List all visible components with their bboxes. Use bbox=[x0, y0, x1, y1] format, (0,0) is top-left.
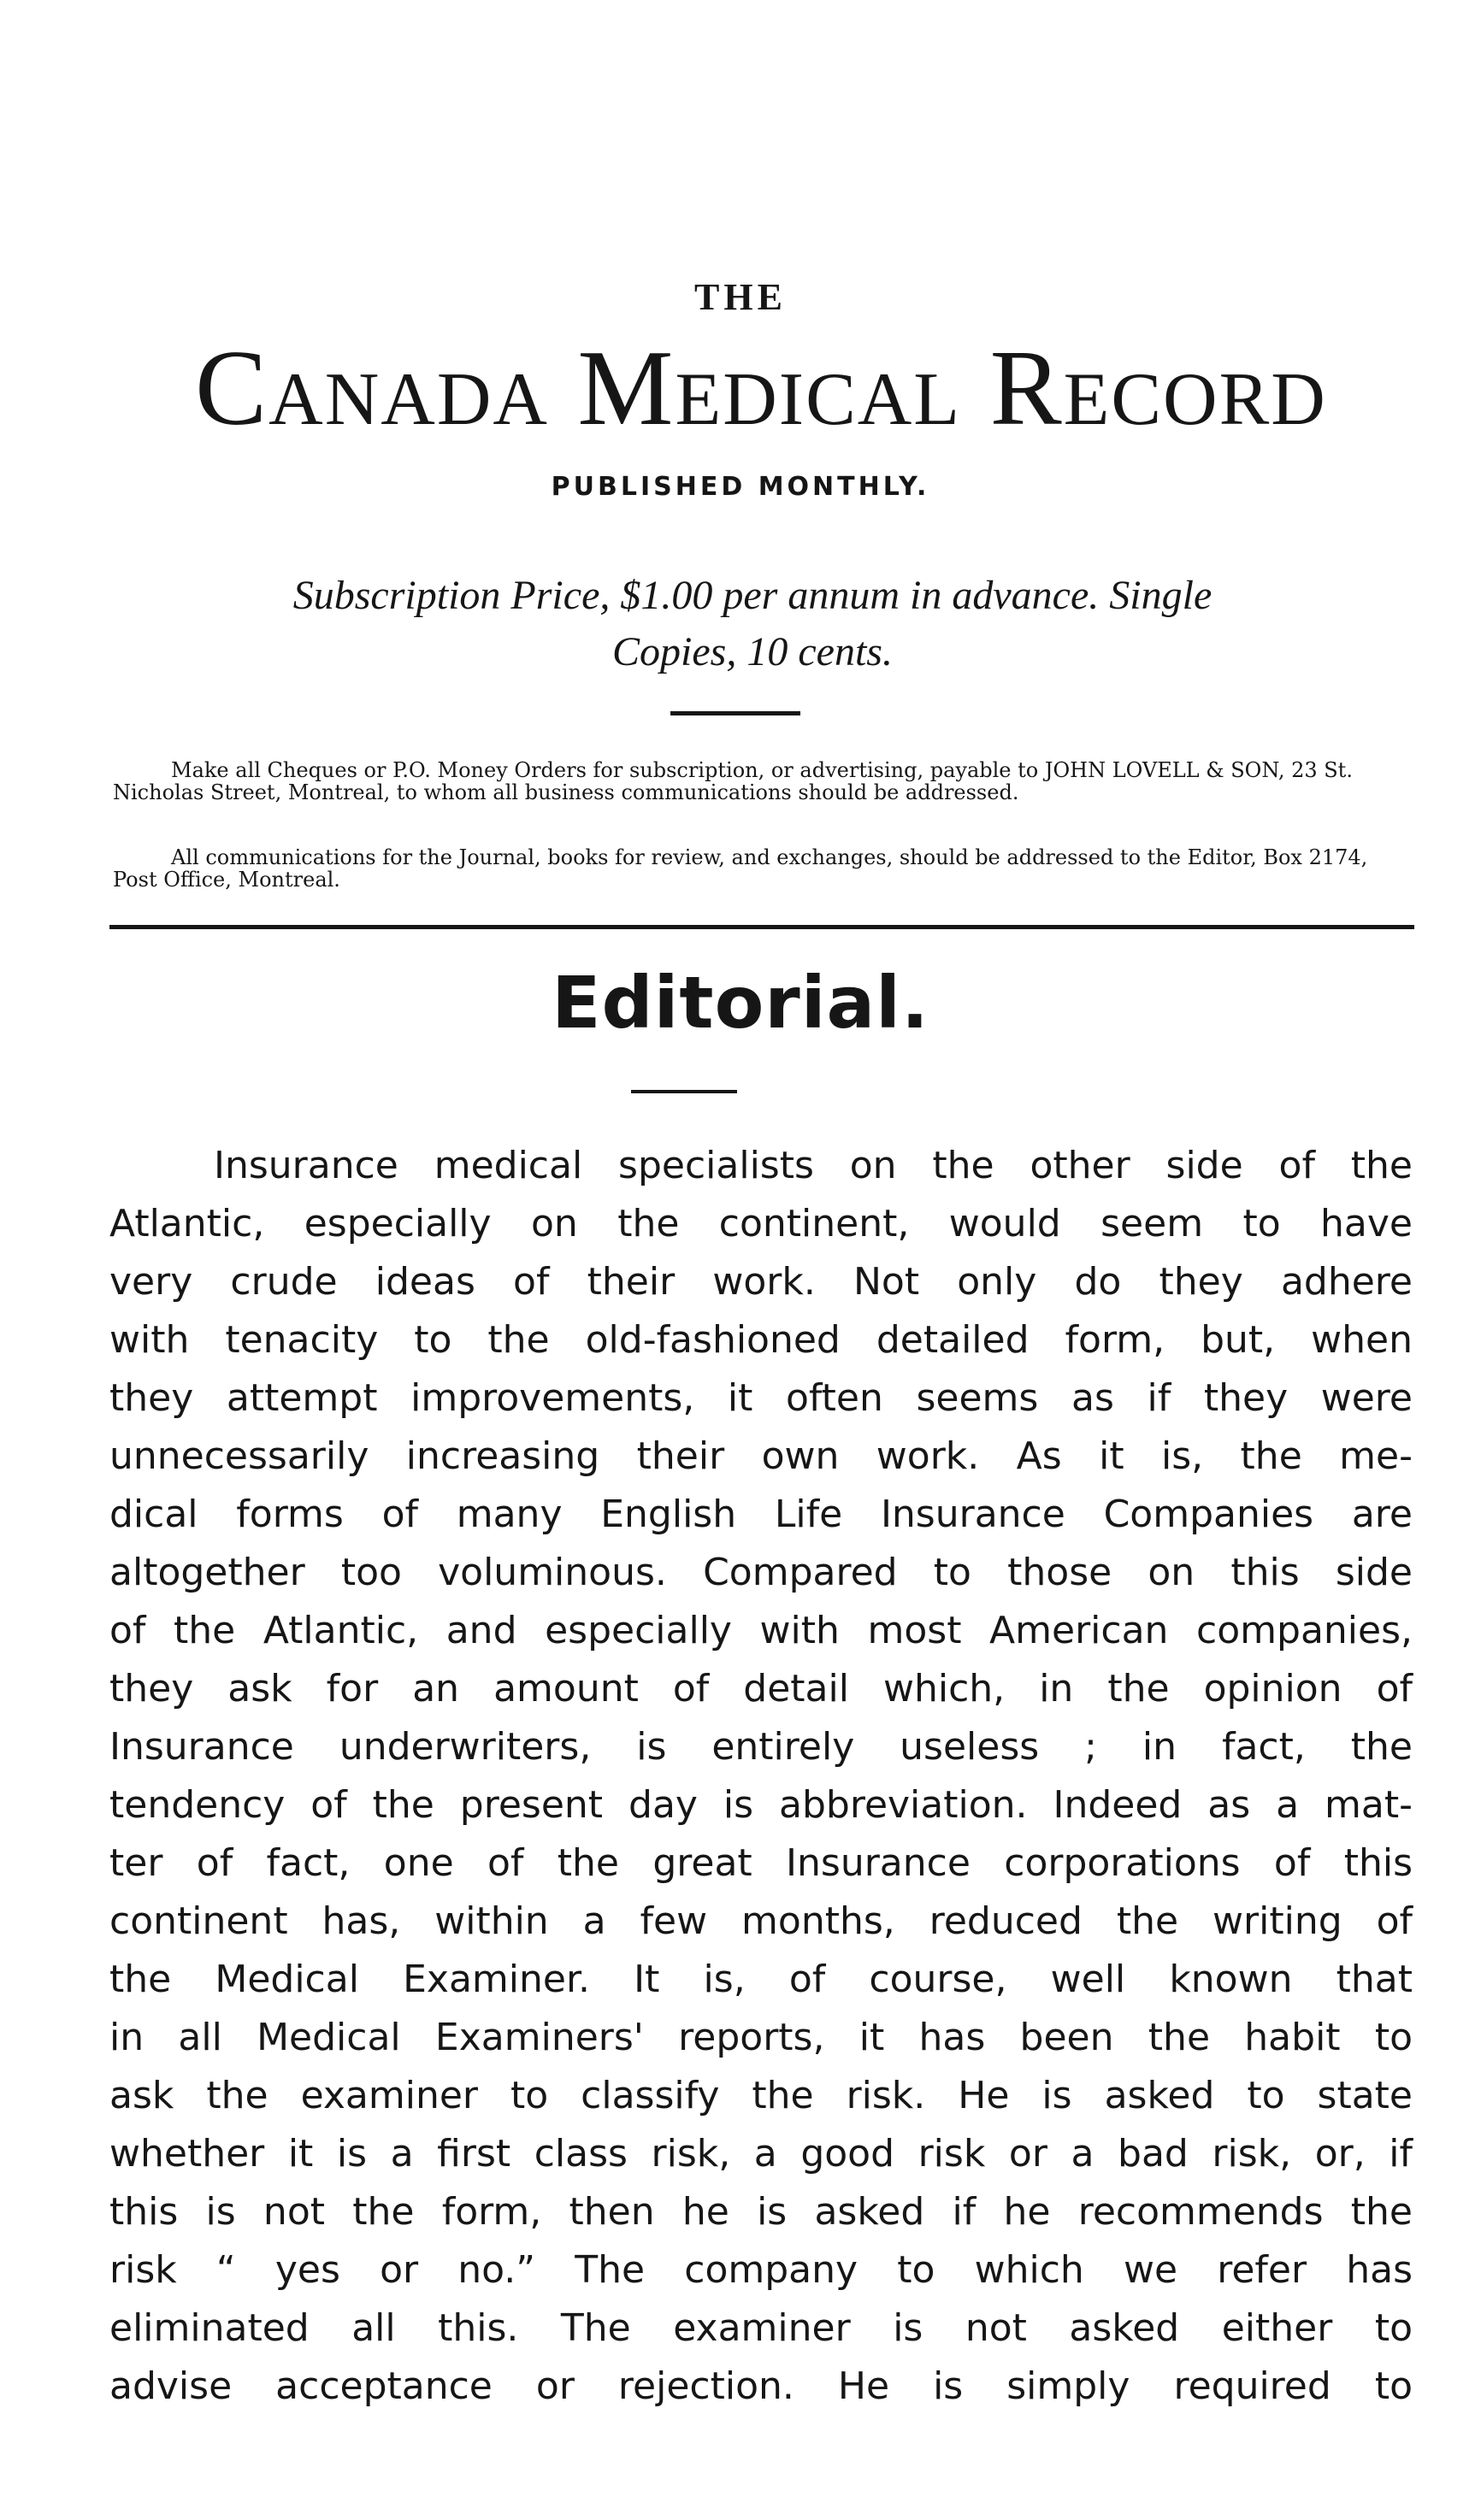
payment-notice: Make all Cheques or P.O. Money Orders for subscription, or advertising, payable to JOHN LOVELL & SON, 23 St. Nicholas Street, Montreal, to whom all business communications should be addressed. bbox=[113, 758, 1353, 804]
body-line: advise acceptance or rejection. He is simply required to bbox=[109, 2364, 1413, 2408]
divider-long bbox=[109, 925, 1414, 929]
body-line: continent has, within a few months, reduced the writing of bbox=[109, 1899, 1413, 1943]
body-line: they attempt improvements, it often seems as if they were bbox=[109, 1376, 1413, 1420]
divider-short bbox=[670, 711, 800, 715]
editorial-body bbox=[109, 1137, 1413, 2416]
body-line: of the Atlantic, and especially with most American companies, bbox=[109, 1609, 1413, 1652]
publication-frequency: PUBLISHED MONTHLY. bbox=[551, 472, 930, 502]
subscription-line-2: Copies, 10 cents. bbox=[612, 629, 893, 674]
body-line: with tenacity to the old-fashioned detailed form, but, when bbox=[109, 1318, 1413, 1362]
body-line: this is not the form, then he is asked if he recommends the bbox=[109, 2190, 1413, 2234]
body-line: Insurance medical specialists on the other side of the bbox=[214, 1144, 1413, 1187]
body-line: in all Medical Examiners' reports, it has been the habit to bbox=[109, 2016, 1413, 2059]
body-line: risk “ yes or no.” The company to which we refer has bbox=[109, 2248, 1413, 2292]
body-line: tendency of the present day is abbreviation. Indeed as a mat- bbox=[109, 1783, 1413, 1827]
body-line: ter of fact, one of the great Insurance corporations of this bbox=[109, 1841, 1413, 1885]
masthead-article: THE bbox=[694, 276, 787, 318]
subscription-price bbox=[171, 568, 1334, 680]
body-line: Atlantic, especially on the continent, would seem to have bbox=[109, 1202, 1413, 1245]
body-line: altogether too voluminous. Compared to those on this side bbox=[109, 1551, 1413, 1594]
body-line: they ask for an amount of detail which, in the opinion of bbox=[109, 1667, 1413, 1710]
body-line: the Medical Examiner. It is, of course, well known that bbox=[109, 1958, 1413, 2001]
body-line: unnecessarily increasing their own work. As it is, the me- bbox=[109, 1434, 1413, 1478]
body-line: Insurance underwriters, is entirely useless ; in fact, the bbox=[109, 1725, 1413, 1769]
body-line: dical forms of many English Life Insurance Companies are bbox=[109, 1493, 1413, 1536]
divider-heading bbox=[631, 1090, 737, 1093]
body-line: ask the examiner to classify the risk. He is asked to state bbox=[109, 2074, 1413, 2117]
subscription-line-1: Subscription Price, $1.00 per annum in advance. Single bbox=[292, 573, 1213, 618]
section-heading: Editorial. bbox=[552, 961, 929, 1045]
editor-notice: All communications for the Journal, books for review, and exchanges, should be addressed to the Editor, Box 2174, Post Office, Montreal. bbox=[113, 845, 1368, 892]
journal-title: Canada Medical Record bbox=[195, 329, 1327, 448]
body-line: eliminated all this. The examiner is not asked either to bbox=[109, 2306, 1413, 2350]
body-line: very crude ideas of their work. Not only do they adhere bbox=[109, 1260, 1413, 1304]
body-line: whether it is a first class risk, a good risk or a bad risk, or, if bbox=[109, 2132, 1413, 2176]
